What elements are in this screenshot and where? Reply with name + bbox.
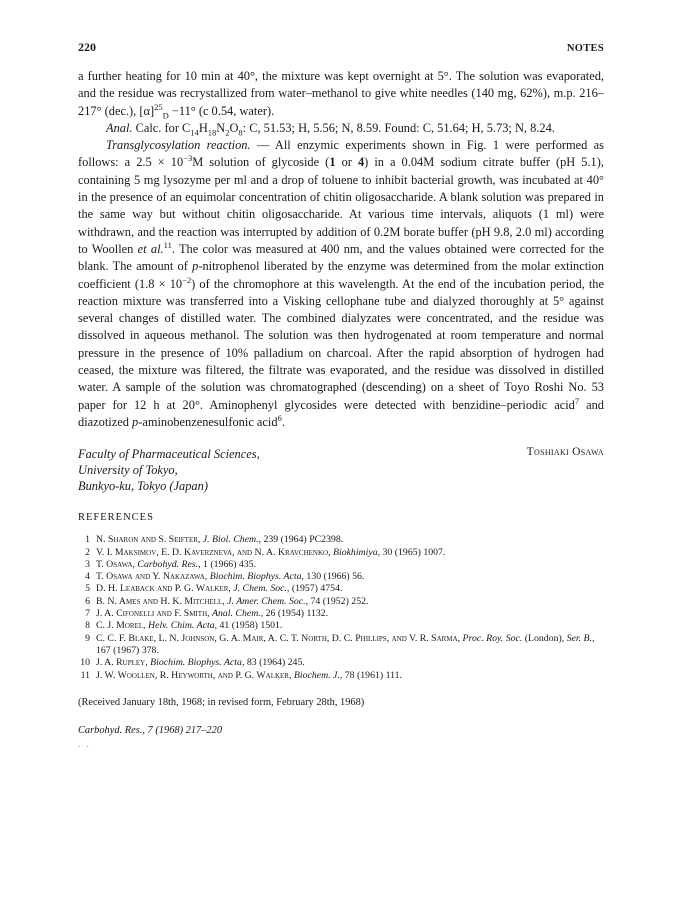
affiliation [78,446,260,494]
superscript: 25 [154,101,163,112]
text-segment: . The color was measured at 400 nm, and the values obtained were corrected for the blank. The amount of [78,241,604,274]
author-name: Toshiaki Osawa [526,446,604,459]
reference-item [78,534,604,546]
et-al: et al. [137,241,164,256]
reference-authors: J. A. Rupley, [96,657,151,669]
reference-journal: Biokhimiya [332,546,378,558]
affiliation-line: University of Tokyo, [78,463,178,478]
text-segment: — All enzymic experiments shown in Fig. 1 were performed as follows: a 2.5 × 10 [78,138,604,170]
molarity-unit: M [192,155,204,170]
text-segment: ) of the chromophore at this wavelength. At the end of the incubation period, the reaction mixture was transferred into a Visking cellophane tube and dialyzed thoroughly at 5° against several changes of distilled water. The combined dialyzates were concentrated, and the residue was dissolved in aqueous methanol. The solution was then hydrogenated at room temperature and normal pressure in the presence of 10% palladium on charcoal. After the rapid absorption of hydrogen had ceased, the mixture was filtered, the filtrate was evaporated, and the residue was dissolved in distilled water. A sample of the solution was chromatographed (descending) on a sheet of Toyo Roshi No. 53 paper for 12 h at 20°. Aminophenyl glycosides were detected with benzidine–periodic acid [78,276,604,412]
reference-authors: D. H. Leaback and P. G. Walker, [96,583,234,595]
reference-marker: 11 [163,239,172,250]
paragraph-analysis [78,120,604,137]
reference-journal: Biochim. Biophys. Acta [209,571,302,583]
journal-page [78,40,604,749]
subscript: 14 [190,127,199,138]
reference-number: 3 [85,558,90,570]
affiliation-line: Faculty of Pharmaceutical Sciences, [78,447,260,462]
subscript: D [162,110,169,121]
superscript: −3 [183,153,193,164]
text-segment: and diazotized [78,397,604,429]
formula-part: O [229,120,239,135]
reference-item [78,657,604,669]
affiliation-line: Bunkyo-ku, Tokyo (Japan) [78,479,208,494]
reference-item [78,596,604,608]
text-segment: . [281,414,285,429]
reference-number: 6 [85,595,90,607]
subscript: 8 [238,127,243,138]
reference-details: , (1957) 4754. [286,583,343,595]
analysis-label: Anal. [106,120,133,135]
reference-journal: J. Amer. Chem. Soc. [227,595,306,607]
para-prefix: p [132,414,139,429]
text-segment: borate buffer (pH 9.8, 2.0 ml) according to Woollen [78,224,604,256]
received-dates: (Received January 18th, 1968; in revised form, February 28th, 1968) [78,696,365,708]
reference-number: 5 [85,583,90,595]
page-number: 220 [78,40,96,54]
section-heading: Transglycosylation reaction. [106,138,251,153]
reference-item [78,547,604,559]
reference-details: (London), [522,632,567,644]
body-text [78,68,604,431]
paragraph-transglycosylation [78,137,604,431]
reference-number: 10 [80,657,90,669]
subscript: 2 [225,127,230,138]
reference-journal: Biochim. Biophys. Acta [150,657,242,669]
reference-number: 11 [80,669,90,681]
text-segment: ) in a 0.04 [364,155,424,170]
references-list [78,534,604,682]
text-segment: sodium citrate buffer (pH 5.1), containing 5 mg lysozyme per ml and a drop of toluene to inhibit bacterial growth, was incubated at 40° in the presence of an equimolar concentration of chitin oligosaccharide. A blank solution was prepared in the same way but without chitin oligosaccharide. At various time intervals, aliquots (1 ml) were withdrawn, and the reaction was interrupted by addition of 0.2 [78,155,604,239]
reference-details: , 83 (1964) 245. [241,657,305,669]
reference-item [78,670,604,682]
reference-journal: J. Chem. Soc. [233,583,287,595]
reference-journal: Anal. Chem. [212,608,261,620]
reference-number: 8 [85,620,90,632]
reference-number: 2 [85,546,90,558]
reference-number: 9 [85,632,90,644]
reference-authors: T. Osawa, [96,558,138,570]
reference-item [78,620,604,632]
para-prefix: p [192,259,199,274]
molarity-unit: M [423,155,435,170]
subscript: 18 [207,127,217,138]
reference-details: , 78 (1961) 111. [339,669,402,681]
reference-journal: J. Biol. Chem. [202,534,259,546]
reference-details: , 167 (1967) 378. [96,632,595,656]
text-segment: or [335,155,358,170]
journal-citation: Carbohyd. Res., 7 (1968) 217–220 [78,724,223,736]
page-header [78,40,604,68]
paragraph-synthesis [78,68,604,120]
formula-part: N [216,120,226,135]
reference-authors: V. I. Maksimov, E. D. Kaverzneva, and N. A. Kravchenko, [96,546,333,558]
text-segment: -nitrophenol liberated by the enzyme was determined from the molar extinction coefficient (1.8 × 10 [78,259,605,291]
reference-journal: Biochem. J. [293,669,340,681]
reference-details: , 1 (1966) 435. [198,558,257,570]
reference-item [78,633,604,658]
reference-authors: C. J. Morel, [96,620,149,632]
molarity-unit: M [389,224,401,239]
reference-authors: J. W. Woollen, R. Heyworth, and P. G. Walker, [96,669,294,681]
reference-marker: 6 [277,412,282,423]
reference-details: , 41 (1958) 1501. [214,620,283,632]
text-segment: -aminobenzenesulfonic acid [138,414,278,429]
reference-item [78,608,604,620]
text-segment: solution of glycoside ( [203,155,330,170]
reference-authors: T. Osawa and Y. Nakazawa, [96,571,210,583]
reference-details: , 74 (1952) 252. [305,595,369,607]
text-segment: : C, 51.53; H, 5.56; N, 8.59. Found: C, 51.64; H, 5.73; N, 8.24. [242,120,555,135]
running-head: NOTES [566,43,604,54]
text-segment: −11° (c 0.54, water). [168,103,275,118]
reference-authors: B. N. Ames and H. K. Mitchell, [96,595,228,607]
references-heading: REFERENCES [78,512,154,524]
reference-item [78,559,604,571]
reference-authors: C. C. F. Blake, L. N. Johnson, G. A. Mair, A. C. T. North, D. C. Phillips, and V. R. Sarma, [96,632,463,644]
reference-authors: J. A. Cifonelli and F. Smith, [96,608,213,620]
reference-details: , 130 (1966) 56. [301,571,365,583]
reference-details: , 30 (1965) 1007. [377,546,446,558]
page-marks: . . [78,738,91,749]
signature-block [78,446,604,494]
reference-details: , 26 (1954) 1132. [260,608,329,620]
reference-details: , 239 (1964) PC2398. [258,534,344,546]
reference-authors: N. Sharon and S. Seifter, [96,534,203,546]
superscript: −2 [182,274,192,285]
compound-number: 4 [357,155,365,170]
reference-journal: Carbohyd. Res. [137,558,199,570]
reference-item [78,583,604,595]
text-segment: a further heating for 10 min at 40°, the mixture was kept overnight at 5°. The solution was evaporated, and the residue was recrystallized from water–methanol to give white needles (140 mg, 62%), m.p. 216–217° (dec.), [α] [78,69,604,118]
reference-journal: Ser. B. [566,632,592,644]
reference-number: 4 [85,571,90,583]
reference-journal: Proc. Roy. Soc. [462,632,523,644]
reference-number: 7 [85,608,90,620]
formula-part: H [198,120,208,135]
reference-marker: 7 [574,395,580,406]
text-segment: Calc. for C [132,120,191,135]
compound-number: 1 [329,155,336,170]
reference-journal: Helv. Chim. Acta [148,620,215,632]
reference-item [78,571,604,583]
reference-number: 1 [85,534,90,546]
